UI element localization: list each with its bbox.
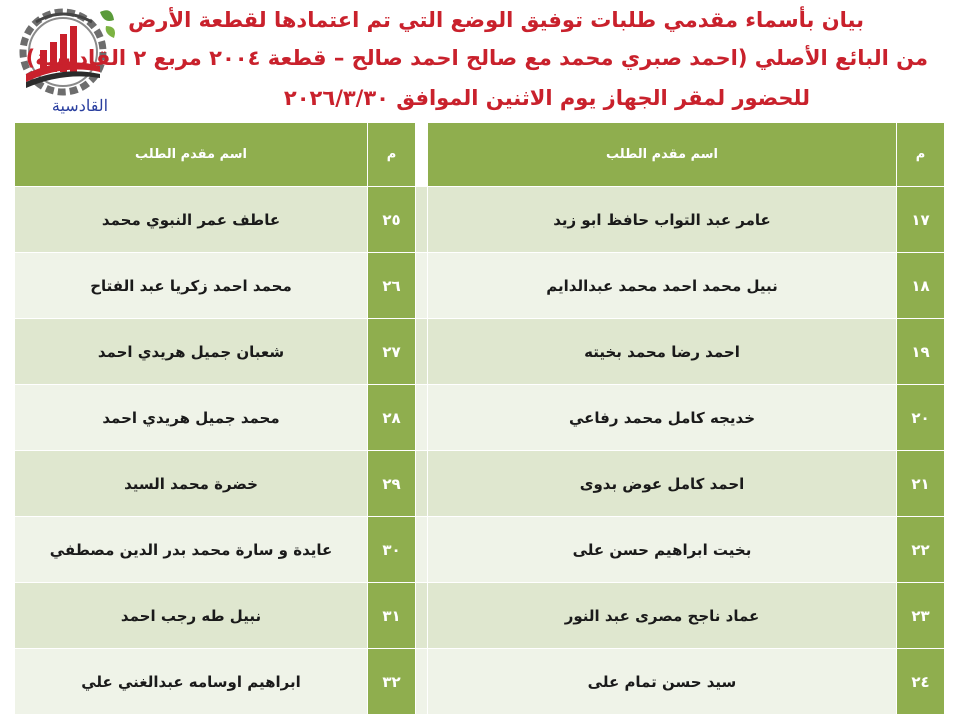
- applicant-name: خديجه كامل محمد رفاعي: [428, 385, 897, 451]
- table-row: [15, 517, 945, 583]
- applicant-name: احمد رضا محمد بخيته: [428, 319, 897, 385]
- table-row: [15, 319, 945, 385]
- row-number: ٢٣: [897, 583, 945, 649]
- title-line-1: بيان بأسماء مقدمي طلبات توفيق الوضع التي تم اعتمادها لقطعة الأرض: [128, 8, 864, 32]
- applicant-name: عاطف عمر النبوي محمد: [15, 187, 368, 253]
- row-number: ٢٩: [368, 451, 416, 517]
- applicant-name: عماد ناجح مصرى عبد النور: [428, 583, 897, 649]
- row-gap: [416, 517, 428, 583]
- applicants-table: [14, 122, 945, 715]
- applicant-name: محمد جميل هريدي احمد: [15, 385, 368, 451]
- row-gap: [416, 253, 428, 319]
- table-row: [15, 385, 945, 451]
- table-row: [15, 583, 945, 649]
- row-number: ٢٧: [368, 319, 416, 385]
- header-num-left: م: [368, 123, 416, 187]
- applicant-name: نبيل محمد احمد محمد عبدالدايم: [428, 253, 897, 319]
- row-gap: [416, 583, 428, 649]
- header-gap: [416, 123, 428, 187]
- row-number: ١٨: [897, 253, 945, 319]
- applicant-name: عايدة و سارة محمد بدر الدين مصطفي: [15, 517, 368, 583]
- applicant-name: خضرة محمد السيد: [15, 451, 368, 517]
- applicant-name: احمد كامل عوض بدوى: [428, 451, 897, 517]
- row-gap: [416, 187, 428, 253]
- row-number: ٣٢: [368, 649, 416, 715]
- header-name-right: اسم مقدم الطلب: [428, 123, 897, 187]
- row-gap: [416, 649, 428, 715]
- header-num-right: م: [897, 123, 945, 187]
- row-number: ٢٦: [368, 253, 416, 319]
- row-number: ٢٢: [897, 517, 945, 583]
- row-number: ١٩: [897, 319, 945, 385]
- table-header-row: [15, 123, 945, 187]
- row-number: ٣١: [368, 583, 416, 649]
- row-number: ٢٨: [368, 385, 416, 451]
- applicant-name: نبيل طه رجب احمد: [15, 583, 368, 649]
- table-row: [15, 451, 945, 517]
- title-line-2: من البائع الأصلي (احمد صبري محمد مع صالح احمد صالح – قطعة ٢٠٠٤ مربع ٢ القادسية): [25, 46, 928, 70]
- row-number: ٢٥: [368, 187, 416, 253]
- row-number: ١٧: [897, 187, 945, 253]
- row-number: ٢٤: [897, 649, 945, 715]
- row-gap: [416, 385, 428, 451]
- applicant-name: ابراهيم اوسامه عبدالغني علي: [15, 649, 368, 715]
- row-number: ٣٠: [368, 517, 416, 583]
- header-name-left: اسم مقدم الطلب: [15, 123, 368, 187]
- applicant-name: محمد احمد زكريا عبد الفتاح: [15, 253, 368, 319]
- row-gap: [416, 319, 428, 385]
- row-gap: [416, 451, 428, 517]
- applicant-name: شعبان جميل هريدي احمد: [15, 319, 368, 385]
- applicant-name: سيد حسن تمام على: [428, 649, 897, 715]
- logo-caption: القادسية: [51, 96, 109, 115]
- table-row: [15, 253, 945, 319]
- title-line-3: للحضور لمقر الجهاز يوم الاثنين الموافق ٢٠٢٦/٣/٣٠: [283, 86, 810, 110]
- page-header: [0, 0, 960, 120]
- table-row: [15, 187, 945, 253]
- row-number: ٢١: [897, 451, 945, 517]
- applicant-name: عامر عبد التواب حافظ ابو زيد: [428, 187, 897, 253]
- table-row: [15, 649, 945, 715]
- applicant-name: بخيت ابراهيم حسن على: [428, 517, 897, 583]
- row-number: ٢٠: [897, 385, 945, 451]
